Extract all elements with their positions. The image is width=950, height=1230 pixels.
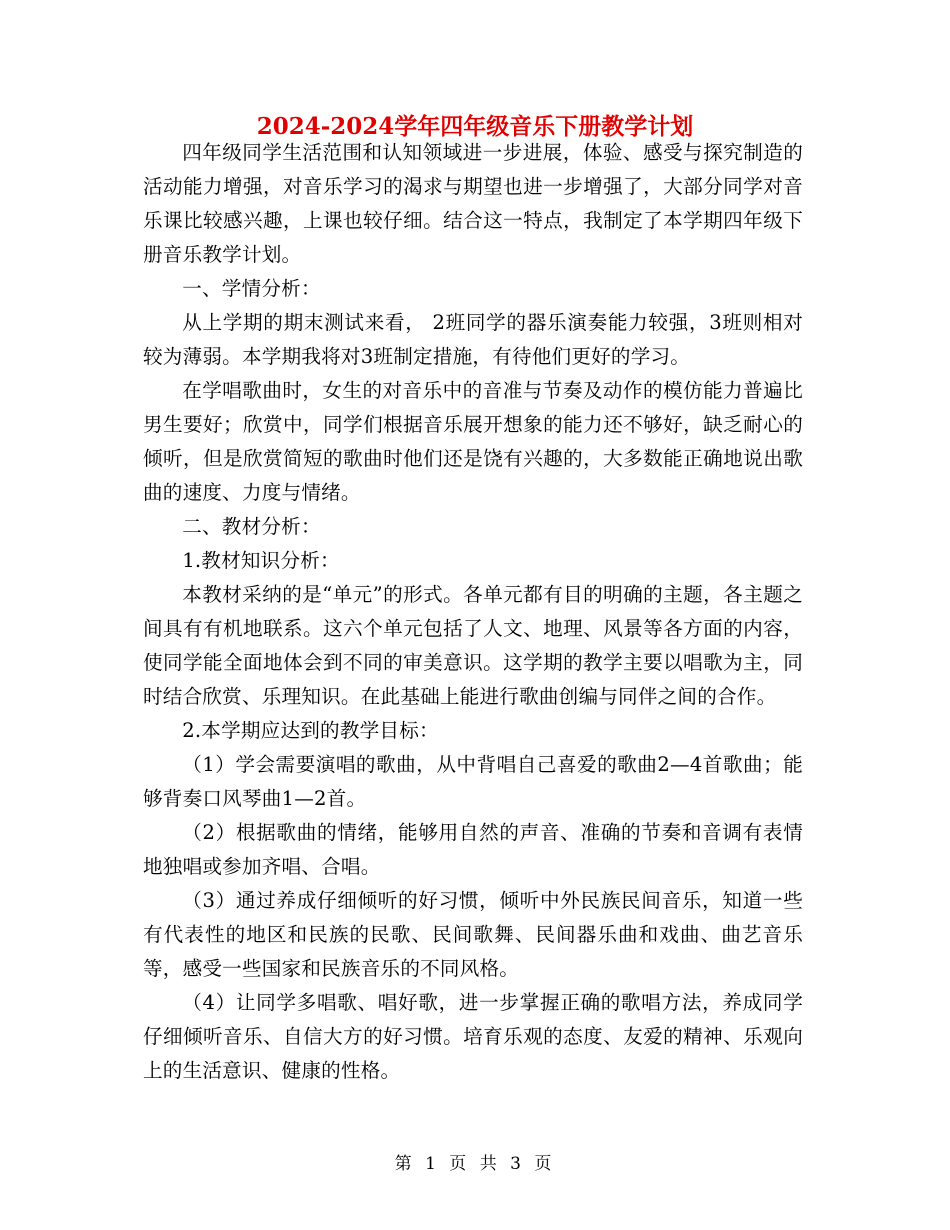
document-body [143, 136, 803, 1088]
subsection-heading-knowledge: 1.教材知识分析： [182, 549, 340, 572]
paragraph-exam-results: 从上学期的期末测试来看， 2班同学的器乐演奏能力较强，3班则相对较为薄弱。本学期我将对3班制定措施，有待他们更好的学习。 [143, 311, 803, 368]
subsection-heading-goals: 2.本学期应达到的教学目标： [182, 719, 439, 742]
paragraph-textbook-units: 本教材采纳的是“单元”的形式。各单元都有目的明确的主题，各主题之间具有有机地联系。这六个单元包括了人文、地理、风景等各方面的内容，使同学能全面地体会到不同的审美意识。这学期的教学主要以唱歌为主，同时结合欣赏、乐理知识。在此基础上能进行歌曲创编与同伴之间的合作。 [143, 583, 803, 708]
goal-item-1: （1）学会需要演唱的歌曲，从中背唱自己喜爱的歌曲2—4首歌曲；能够背奏口风琴曲1—2首。 [143, 753, 803, 810]
goal-item-3: （3）通过养成仔细倾听的好习惯，倾听中外民族民间音乐，知道一些有代表性的地区和民族的民歌、民间歌舞、民间器乐曲和戏曲、曲艺音乐等，感受一些国家和民族音乐的不同风格。 [143, 889, 803, 980]
document-title: 2024-2024学年四年级音乐下册教学计划 [256, 113, 694, 140]
page-footer: 第 1 页 共 3 页 [394, 1154, 556, 1174]
goal-item-4: （4）让同学多唱歌、唱好歌，进一步掌握正确的歌唱方法，养成同学仔细倾听音乐、自信大方的好习惯。培育乐观的态度、友爱的精神、乐观向上的生活意识、健康的性格。 [143, 991, 803, 1082]
section-heading-textbook-analysis: 二、教材分析： [182, 515, 321, 538]
section-heading-student-analysis: 一、学情分析： [182, 277, 321, 300]
paragraph-singing-ability: 在学唱歌曲时，女生的对音乐中的音准与节奏及动作的模仿能力普遍比男生要好；欣赏中，同学们根据音乐展开想象的能力还不够好，缺乏耐心的倾听，但是欣赏简短的歌曲时他们还是饶有兴趣的，大多数能正确地说出歌曲的速度、力度与情绪。 [143, 379, 803, 504]
paragraph-intro: 四年级同学生活范围和认知领域进一步进展，体验、感受与探究制造的活动能力增强，对音乐学习的渴求与期望也进一步增强了，大部分同学对音乐课比较感兴趣，上课也较仔细。结合这一特点，我制定了本学期四年级下册音乐教学计划。 [143, 141, 803, 266]
goal-item-2: （2）根据歌曲的情绪，能够用自然的声音、准确的节奏和音调有表情地独唱或参加齐唱、合唱。 [143, 821, 803, 878]
